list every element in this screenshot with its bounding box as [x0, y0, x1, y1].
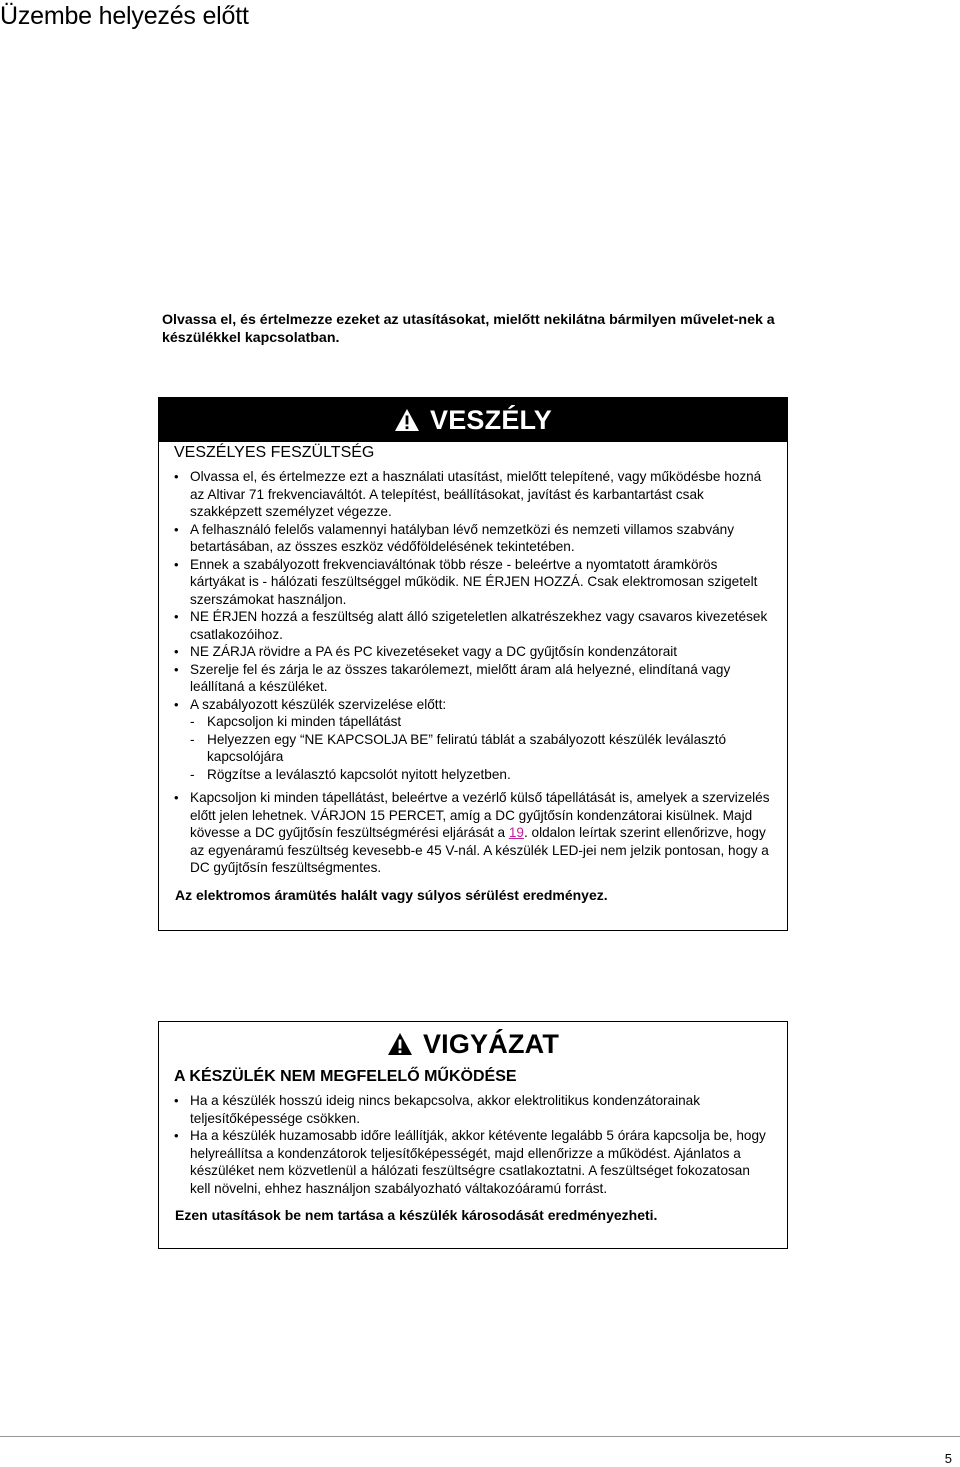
service-lead: A szabályozott készülék szervizelése előtt:: [190, 696, 447, 712]
danger-header: [159, 398, 787, 442]
danger-list: [159, 468, 787, 877]
service-step: - Helyezzen egy “NE KAPCSOLJA BE” feliratú táblát a szabályozott készülék leválasztó kapcsolójára: [190, 731, 727, 764]
page-reference-link[interactable]: 19: [508, 825, 524, 840]
footer-divider: [0, 1436, 960, 1437]
list-item-service: [174, 696, 773, 784]
warning-triangle-icon: [394, 408, 420, 432]
list-item: • Ha a készülék hosszú ideig nincs bekapcsolva, akkor elektrolitikus kondenzátorainak teljesítőképessége csökken.: [174, 1093, 701, 1126]
list-item: • A felhasználó felelős valamennyi hatályban lévő nemzetközi és nemzeti villamos szabvány betartásában, az összes eszköz védőföldelésének tekintetében.: [174, 521, 735, 554]
danger-conclusion: Az elektromos áramütés halált vagy súlyos sérülést eredményez.: [175, 886, 608, 903]
bullet: •: [174, 609, 179, 624]
list-item: • NE ÉRJEN hozzá a feszültség alatt álló szigeteletlen alkatrészekhez vagy csavaros kivezetések csatlakozóihoz.: [174, 609, 768, 642]
warning-triangle-icon: [387, 1032, 413, 1056]
bullet: •: [174, 469, 179, 484]
caution-box: [158, 1021, 788, 1249]
bullet: •: [174, 1093, 179, 1108]
bullet: •: [174, 696, 179, 712]
page-title: Üzembe helyezés előtt: [0, 2, 249, 30]
caution-subtitle: A KÉSZÜLÉK NEM MEGFELELŐ MŰKÖDÉSE: [174, 1068, 517, 1085]
list-item: • NE ZÁRJA rövidre a PA és PC kivezetéseket vagy a DC gyűjtősín kondenzátorait: [174, 644, 678, 659]
bullet: •: [174, 556, 179, 572]
danger-subtitle: VESZÉLYES FESZÜLTSÉG: [174, 444, 375, 461]
service-step: - Rögzítse a leválasztó kapcsolót nyitott helyzetben.: [190, 766, 511, 782]
bullet: •: [174, 521, 179, 537]
bullet: •: [174, 644, 179, 659]
bullet: •: [174, 1128, 179, 1143]
intro-text: Olvassa el, és értelmezze ezeket az utasításokat, mielőtt nekilátna bármilyen művelet-nek a készülékkel kapcsolatban.: [162, 312, 775, 346]
list-item: • Olvassa el, és értelmezze ezt a használati utasítást, mielőtt telepítené, vagy működésbe hozná az Altivar 71 frekvenciaváltót. A telepítést, beállításokat, javítást és karbantartást csak szakképzett személyzet végezze.: [174, 469, 762, 519]
list-item: • Szerelje fel és zárja le az összes takarólemezt, mielőtt áram alá helyezné, elindítaná vagy leállítaná a készüléket.: [174, 661, 731, 694]
list-item: • Ennek a szabályozott frekvenciaváltónak több része - beleértve a nyomtatott áramkörös kártyákat is - hálózati feszültséggel működik. NE ÉRJEN HOZZÁ. Csak elektromosan szigetelt szerszámokat használjon.: [174, 556, 758, 607]
bullet: •: [174, 790, 179, 805]
caution-title: VIGYÁZAT: [422, 1028, 560, 1059]
bullet: •: [174, 661, 179, 677]
caution-list: [159, 1092, 787, 1197]
list-item: • Ha a készülék huzamosabb időre leállítják, akkor kétévente legalább 5 órára kapcsolja be, hogy helyreállítsa a kondenzátorok teljesítőképességét, majd ellenőrizze a működést. Ajánlatos a készüléket nem közvetlenül a hálózati feszültségre csatlakoztatni. A feszültséget fokozatosan kell növelni, ehhez használjon szabályozható váltakozóáramú forrást.: [174, 1128, 766, 1196]
list-item: • Kapcsoljon ki minden tápellátást, beleértve a vezérlő külső tápellátását is, amelyek a szervizelés előtt jelen lehetnek. VÁRJON 15 PERCET, amíg a DC gyűjtősín kondenzátorai kisülnek. Majd kövesse a DC gyűjtősín feszültségmérési eljárását a 19. oldalon leírtak szerint ellenőrizve, hogy az egyenáramú feszültség kevesebb-e 45 V-nál. A készülék LED-jei nem jelzik pontosan, hogy a DC gyűjtősín feszültségmentes.: [174, 790, 770, 875]
caution-conclusion: Ezen utasítások be nem tartása a készülék károsodását eredményezheti.: [175, 1207, 658, 1223]
danger-box: [158, 397, 788, 931]
caution-header: [159, 1022, 787, 1066]
danger-title: VESZÉLY: [430, 404, 552, 435]
page-number: 5: [944, 1451, 952, 1466]
service-step: - Kapcsoljon ki minden tápellátást: [190, 714, 402, 729]
